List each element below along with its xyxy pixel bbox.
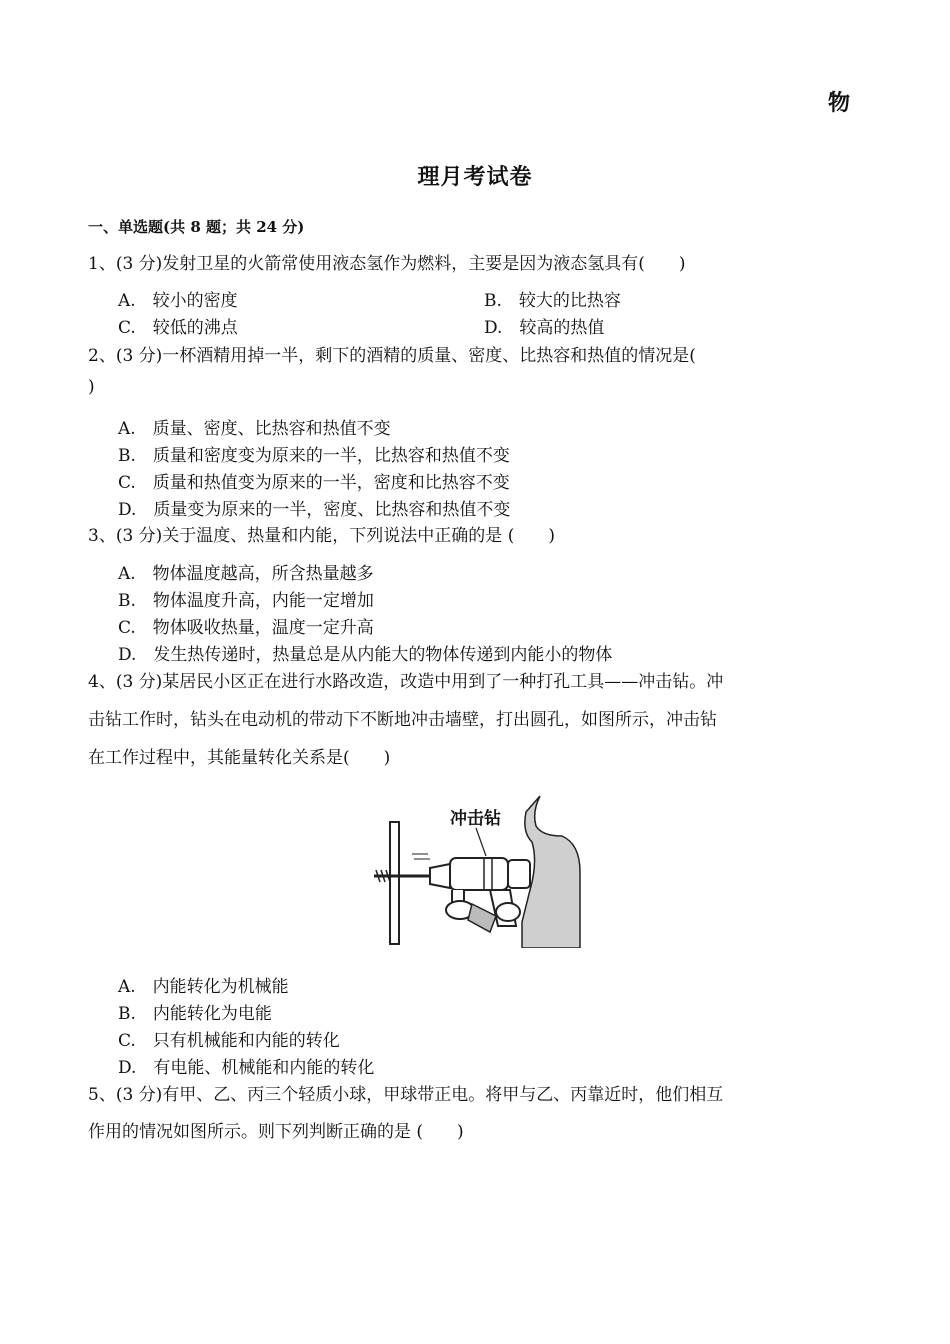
question-4-stem-line3: 在工作过程中，其能量转化关系是( ): [88, 748, 391, 768]
question-4-option-a: A. 内能转化为机械能: [118, 977, 289, 997]
figure-label: 冲击钻: [450, 809, 501, 829]
question-4-option-c: C. 只有机械能和内能的转化: [118, 1031, 340, 1051]
question-1-option-a: A. 较小的密度: [118, 291, 238, 311]
question-3-option-b: B. 物体温度升高，内能一定增加: [118, 591, 374, 611]
question-4-stem-line1: 4、(3 分)某居民小区正在进行水路改造，改造中用到了一种打孔工具——冲击钻。冲: [88, 672, 724, 692]
question-4-option-d: D. 有电能、机械能和内能的转化: [118, 1058, 375, 1078]
impact-drill-figure: [372, 792, 582, 948]
question-2-option-a: A. 质量、密度、比热容和热值不变: [118, 419, 391, 439]
question-4-stem-line2: 击钻工作时，钻头在电动机的带动下不断地冲击墙壁，打出圆孔，如图所示，冲击钻: [88, 710, 717, 730]
question-2-option-d: D. 质量变为原来的一半，密度、比热容和热值不变: [118, 500, 511, 520]
subject-corner-char: 物: [828, 90, 851, 116]
impact-drill-illustration: [372, 792, 582, 948]
question-1-option-b: B. 较大的比热容: [484, 291, 621, 311]
question-4-option-b: B. 内能转化为电能: [118, 1004, 272, 1024]
question-2-option-b: B. 质量和密度变为原来的一半，比热容和热值不变: [118, 446, 510, 466]
question-1-option-d: D. 较高的热值: [484, 318, 605, 338]
question-2-option-c: C. 质量和热值变为原来的一半，密度和比热容不变: [118, 473, 510, 493]
question-5-stem-line1: 5、(3 分)有甲、乙、丙三个轻质小球，甲球带正电。将甲与乙、丙靠近时，他们相互: [88, 1085, 724, 1105]
question-2-stem-line1: 2、(3 分)一杯酒精用掉一半，剩下的酒精的质量、密度、比热容和热值的情况是(: [88, 346, 696, 366]
question-3-option-a: A. 物体温度越高，所含热量越多: [118, 564, 374, 584]
question-3-option-d: D. 发生热传递时，热量总是从内能大的物体传递到内能小的物体: [118, 645, 613, 665]
question-1-stem: 1、(3 分)发射卫星的火箭常使用液态氢作为燃料，主要是因为液态氢具有( ): [88, 254, 686, 274]
question-3-stem: 3、(3 分)关于温度、热量和内能，下列说法中正确的是 ( ): [88, 526, 555, 546]
page-title: 理月考试卷: [417, 164, 533, 190]
question-5-stem-line2: 作用的情况如图所示。则下列判断正确的是 ( ): [88, 1122, 464, 1142]
question-1-option-c: C. 较低的沸点: [118, 318, 238, 338]
section-heading: 一、单选题(共 8 题；共 24 分): [88, 218, 305, 236]
question-3-option-c: C. 物体吸收热量，温度一定升高: [118, 618, 374, 638]
question-2-stem-line2: ): [88, 377, 95, 397]
